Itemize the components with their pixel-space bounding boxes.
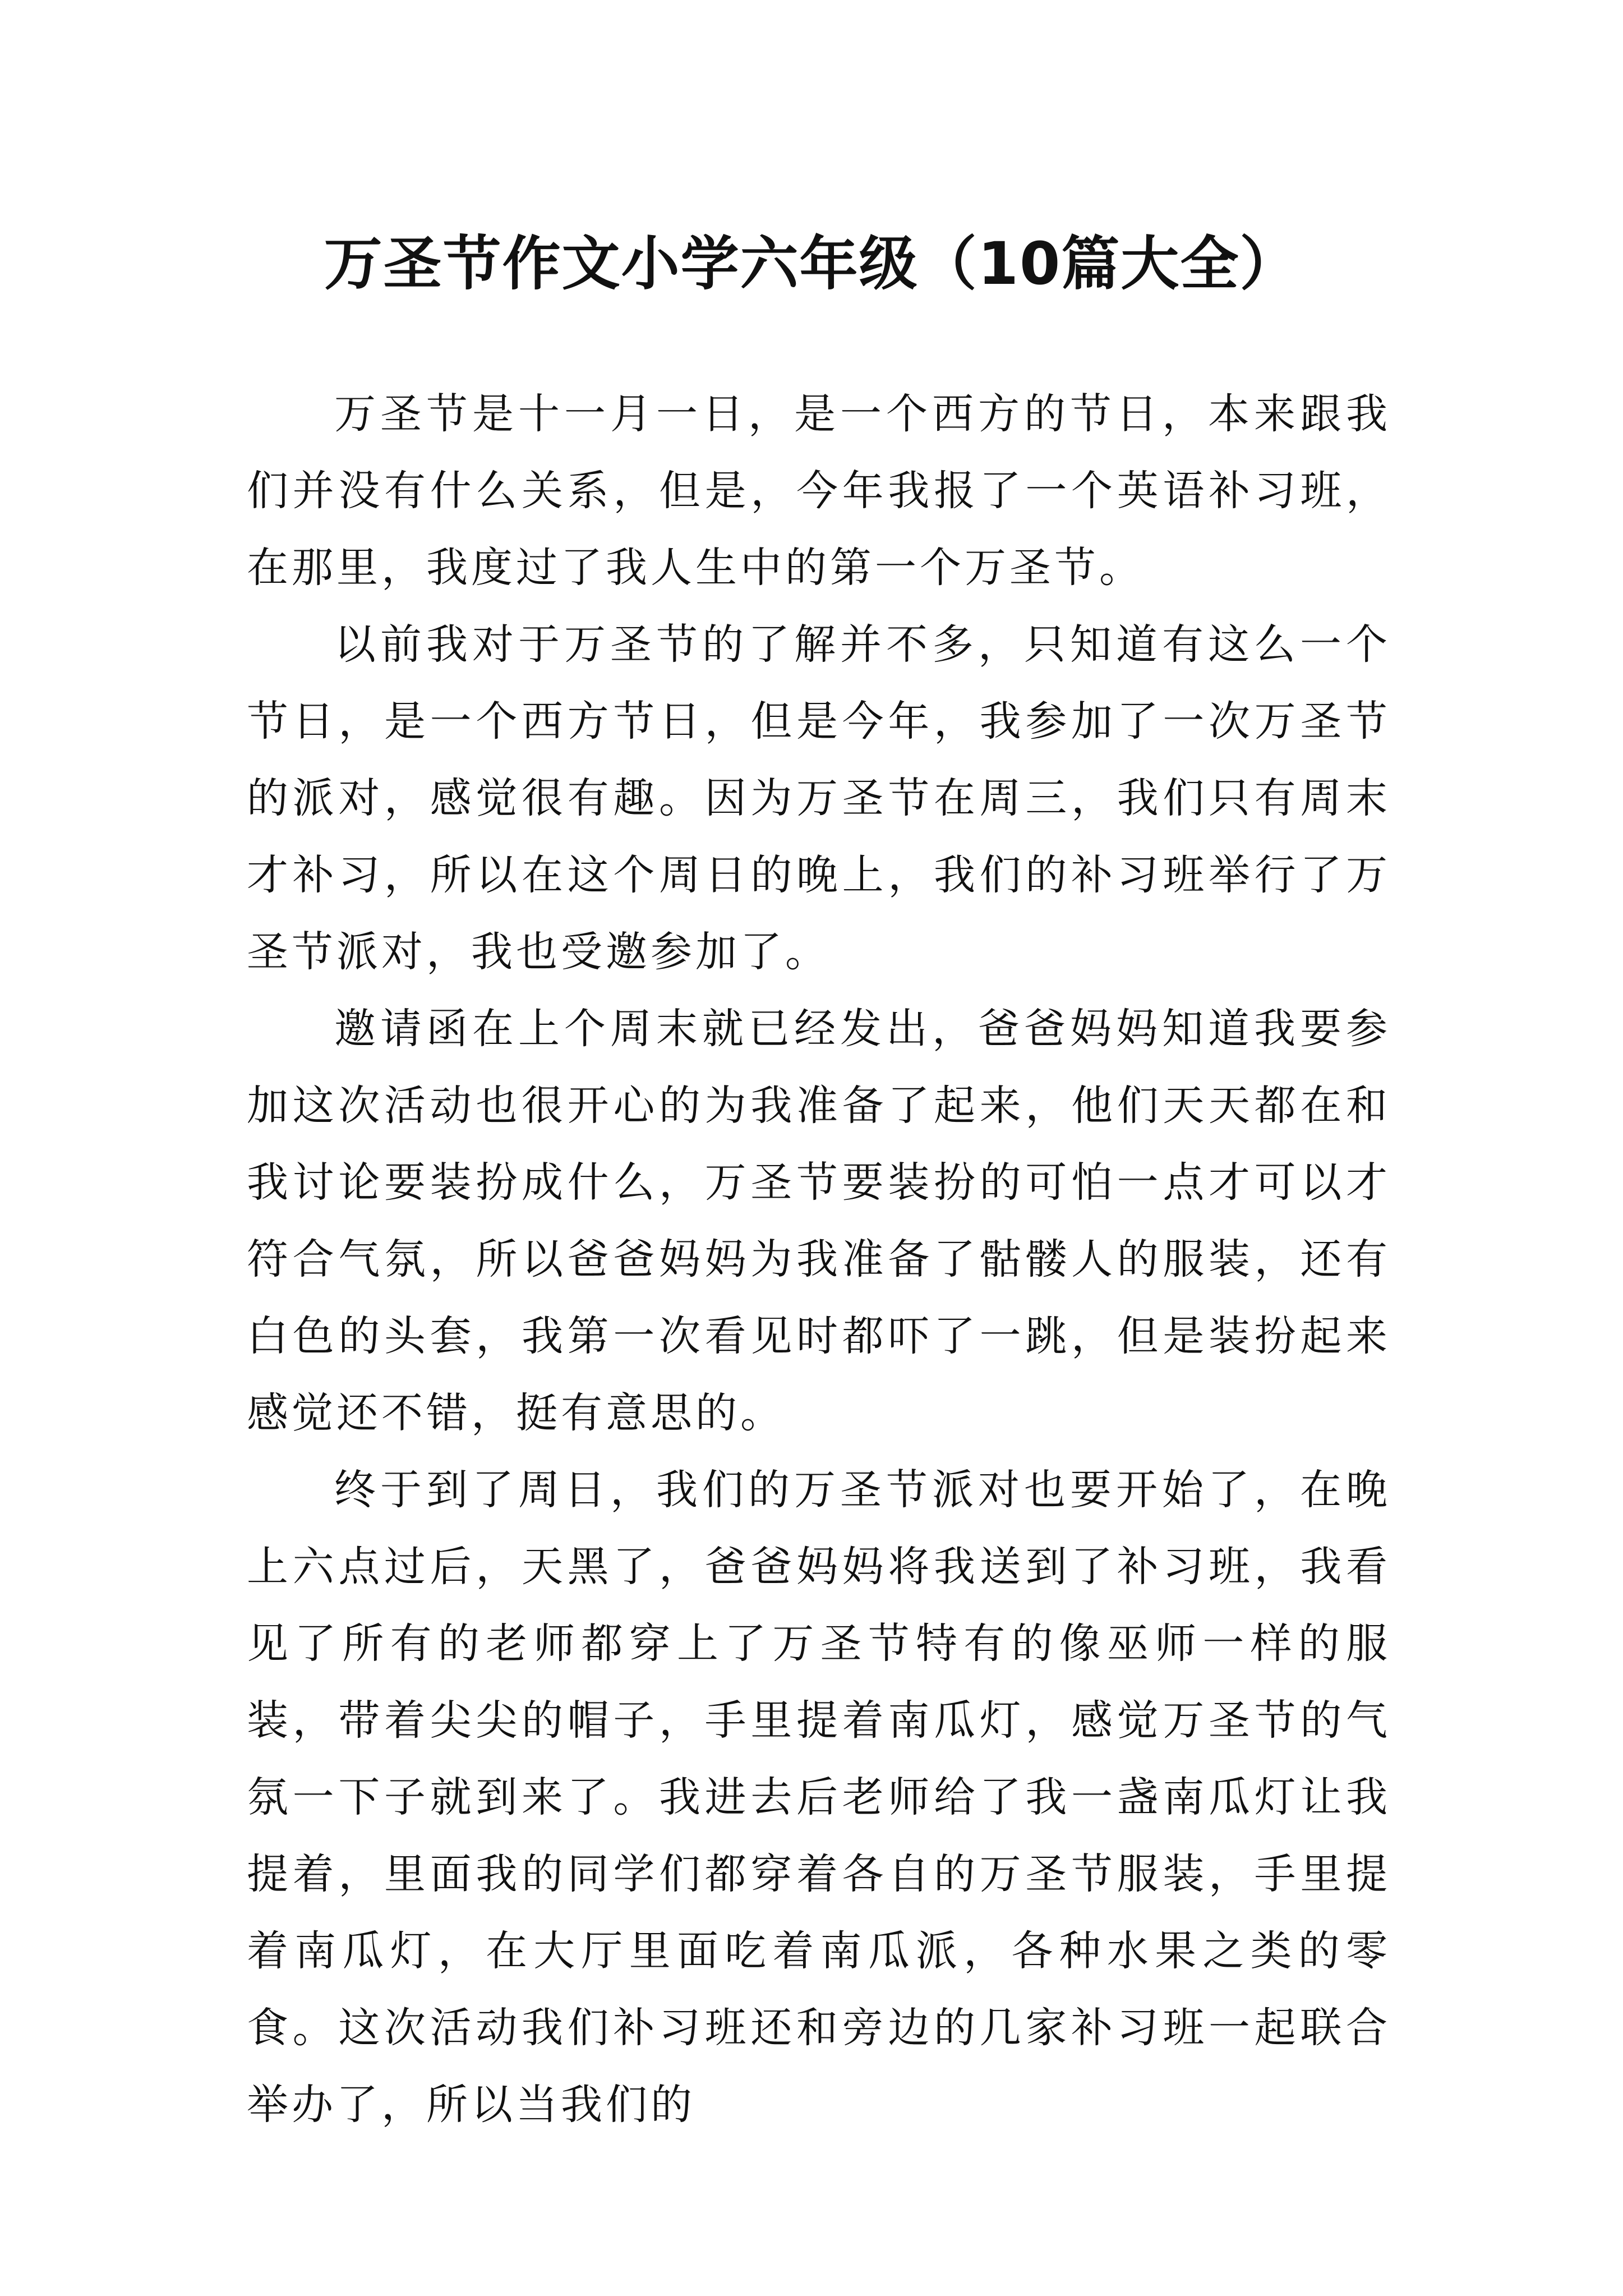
document-body	[247, 376, 1391, 2143]
document-title: 万圣节作文小学六年级（10篇大全）	[324, 229, 1299, 298]
paragraph-3: 邀请函在上个周末就已经发出，爸爸妈妈知道我要参加这次活动也很开心的为我准备了起来，他们天天都在和我讨论要装扮成什么，万圣节要装扮的可怕一点才可以才符合气氛，所以爸爸妈妈为我准备了骷髅人的服装，还有白色的头套，我第一次看见时都吓了一跳，但是装扮起来感觉还不错，挺有意思的。	[247, 1005, 1391, 1437]
paragraph-4: 终于到了周日，我们的万圣节派对也要开始了，在晚上六点过后，天黑了，爸爸妈妈将我送到了补习班，我看见了所有的老师都穿上了万圣节特有的像巫师一样的服装，带着尖尖的帽子，手里提着南瓜灯，感觉万圣节的气氛一下子就到来了。我进去后老师给了我一盏南瓜灯让我提着，里面我的同学们都穿着各自的万圣节服装，手里提着南瓜灯，在大厅里面吃着南瓜派，各种水果之类的零食。这次活动我们补习班还和旁边的几家补习班一起联合举办了，所以当我们的	[247, 1466, 1391, 2129]
paragraph-2: 以前我对于万圣节的了解并不多，只知道有这么一个节日，是一个西方节日，但是今年，我参加了一次万圣节的派对，感觉很有趣。因为万圣节在周三，我们只有周末才补习，所以在这个周日的晚上，我们的补习班举行了万圣节派对，我也受邀参加了。	[247, 620, 1391, 976]
paragraph-1: 万圣节是十一月一日，是一个西方的节日，本来跟我们并没有什么关系，但是，今年我报了一个英语补习班，在那里，我度过了我人生中的第一个万圣节。	[247, 390, 1391, 592]
